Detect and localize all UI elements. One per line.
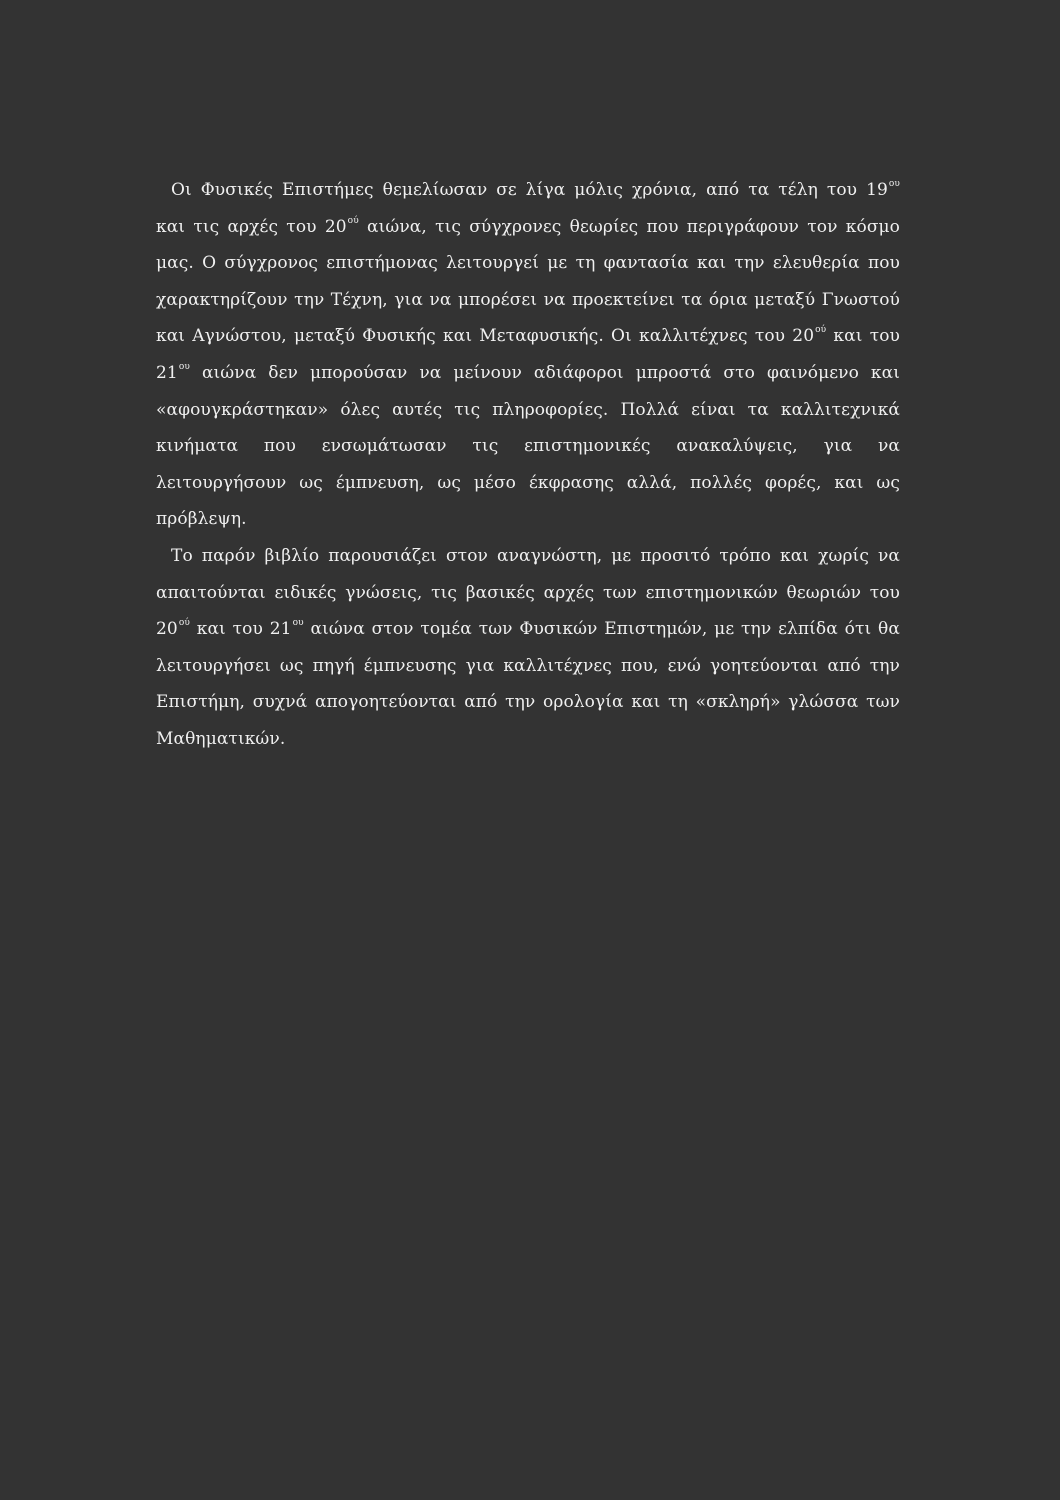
text-segment: και του 21: [189, 619, 292, 640]
ordinal-superscript: ου: [888, 179, 900, 189]
text-segment: και τις αρχές του 20: [156, 216, 347, 237]
text-segment: και του 21: [156, 326, 900, 383]
text-segment: Οι Φυσικές Επιστήμες θεμελίωσαν σε λίγα μόλις χρόνια, από τα τέλη του 19: [171, 180, 888, 200]
ordinal-superscript: ου: [292, 618, 304, 629]
ordinal-superscript: ου: [178, 361, 190, 372]
ordinal-superscript: ού: [815, 325, 827, 336]
text-segment: αιώνα στον τομέα των Φυσικών Επιστημών, με την ελπίδα ότι θα λειτουργήσει ως πηγή έμπνευσης για καλλιτέχνες που, ενώ γοητεύονται από την Επιστήμη, συχνά απογοητεύονται από την ορολογία και τη «σκληρή» γλώσσα των Μαθηματικών.: [156, 619, 900, 749]
paragraph-1: [156, 172, 900, 538]
ordinal-superscript: ού: [347, 215, 359, 226]
blurb-text: [156, 172, 900, 758]
text-segment: αιώνα δεν μπορούσαν να μείνουν αδιάφοροι μπροστά στο φαινόμενο και «αφουγκράστηκαν» όλες αυτές τις πληροφορίες. Πολλά είναι τα καλλιτεχνικά κινήματα που ενσωμάτωσαν τις επιστημονικές ανακαλύψεις, για να λειτουργήσουν ως έμπνευση, ως μέσο έκφρασης αλλά, πολλές φορές, και ως πρόβλεψη.: [156, 362, 900, 530]
text-segment: Το παρόν βιβλίο παρουσιάζει στον αναγνώστη, με προσιτό τρόπο και χωρίς να απαιτούνται ειδικές γνώσεις, τις βασικές αρχές των επιστημονικών θεωριών του 20: [156, 545, 900, 640]
paragraph-2: [156, 538, 900, 758]
ordinal-superscript: ού: [178, 618, 190, 629]
text-segment: αιώνα, τις σύγχρονες θεωρίες που περιγράφουν τον κόσμο μας. Ο σύγχρονος επιστήμονας λειτουργεί με τη φαντασία και την ελευθερία που χαρακτηρίζουν την Τέχνη, για να μπορέσει να προεκτείνει τα όρια μεταξύ Γνωστού και Αγνώστου, μεταξύ Φυσικής και Μεταφυσικής. Οι καλλιτέχνες του 20: [156, 216, 901, 347]
